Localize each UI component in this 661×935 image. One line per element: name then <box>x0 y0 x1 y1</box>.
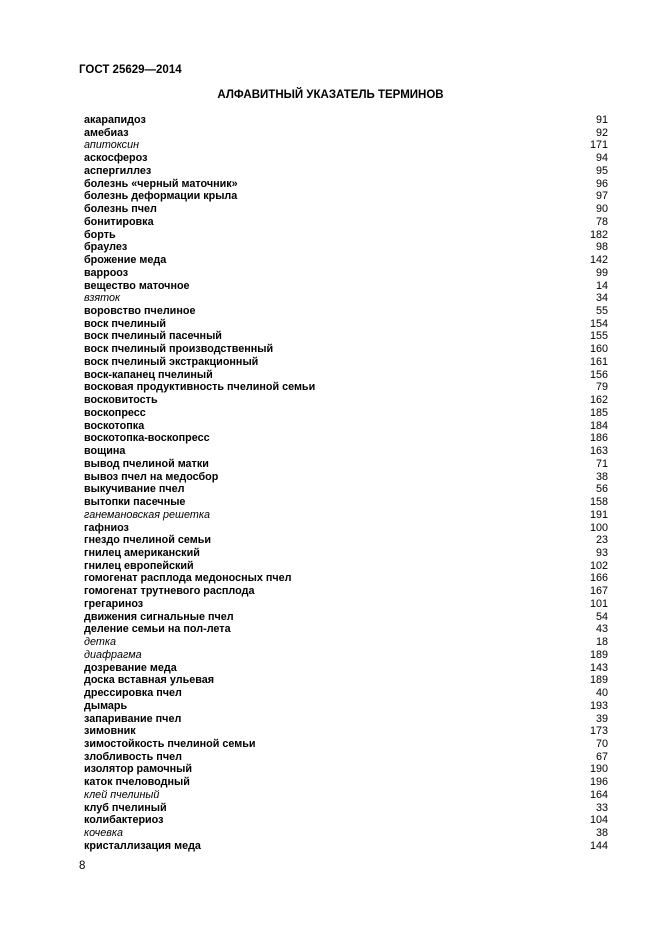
index-entry <box>84 139 608 152</box>
index-term: грегариноз <box>84 597 144 610</box>
index-page-ref: 144 <box>589 839 608 852</box>
index-entry <box>84 700 608 713</box>
index-entry <box>84 369 608 382</box>
index-term: зимовник <box>84 725 136 738</box>
index-term: бонитировка <box>84 215 154 228</box>
index-entry <box>84 509 608 522</box>
index-term: борть <box>84 228 116 241</box>
index-entry <box>84 229 608 242</box>
index-entry <box>84 572 608 585</box>
index-term: восковитость <box>84 394 158 407</box>
index-entry <box>84 662 608 675</box>
index-page-ref: 171 <box>589 139 608 152</box>
index-term: вывод пчелиной матки <box>84 457 209 470</box>
index-page-ref: 92 <box>595 126 608 139</box>
index-entry <box>84 305 608 318</box>
index-page-ref: 90 <box>595 203 608 216</box>
index-term: запаривание пчел <box>84 712 182 725</box>
index-term: деление семьи на пол-лета <box>84 623 231 636</box>
index-page-ref: 189 <box>589 648 608 661</box>
index-term: дрессировка пчел <box>84 687 182 700</box>
index-term: варрооз <box>84 266 129 279</box>
index-page-ref: 56 <box>595 483 608 496</box>
index-page-ref: 96 <box>595 177 608 190</box>
index-page-ref: 156 <box>589 368 608 381</box>
index-page-ref: 190 <box>589 763 608 776</box>
index-term: гомогенат расплода медоносных пчел <box>84 572 292 585</box>
index-term: гомогенат трутневого расплода <box>84 585 255 598</box>
index-page-ref: 98 <box>595 241 608 254</box>
index-page-ref: 91 <box>595 114 608 126</box>
index-entry <box>84 814 608 827</box>
index-page-ref: 55 <box>595 305 608 318</box>
index-entry <box>84 165 608 178</box>
index-page-ref: 70 <box>595 737 608 750</box>
index-term: зимостойкость пчелиной семьи <box>84 737 256 750</box>
index-entry <box>84 356 608 369</box>
index-entry <box>84 420 608 433</box>
index-term: выкучивание пчел <box>84 483 185 496</box>
index-page-ref: 158 <box>589 496 608 509</box>
index-entry <box>84 458 608 471</box>
index-term: изолятор рамочный <box>84 763 192 776</box>
index-page-ref: 34 <box>595 292 608 305</box>
index-page-ref: 95 <box>595 164 608 177</box>
index-term: детка <box>84 636 116 649</box>
index-term: вещество маточное <box>84 279 190 292</box>
index-page-ref: 14 <box>595 279 608 292</box>
index-term: воск-капанец пчелиный <box>84 368 213 381</box>
index-term: клей пчелиный <box>84 788 160 801</box>
index-entry <box>84 763 608 776</box>
index-term: гнилец американский <box>84 546 200 559</box>
index-page-ref: 39 <box>595 712 608 725</box>
index-entry <box>84 318 608 331</box>
index-page-ref: 71 <box>595 457 608 470</box>
index-term: ганемановская решетка <box>84 508 211 521</box>
index-term: болезнь пчел <box>84 203 157 216</box>
index-entry <box>84 751 608 764</box>
index-entry <box>84 725 608 738</box>
index-term: вывоз пчел на медосбор <box>84 470 219 483</box>
index-page-ref: 40 <box>595 687 608 700</box>
index-entry <box>84 190 608 203</box>
index-entry <box>84 776 608 789</box>
index-page-ref: 161 <box>589 355 608 368</box>
index-entry <box>84 483 608 496</box>
index-entry <box>84 343 608 356</box>
index-term: каток пчеловодный <box>84 776 190 789</box>
index-page-ref: 143 <box>589 661 608 674</box>
index-term: диафрагма <box>84 648 142 661</box>
index-term: апитоксин <box>84 139 140 152</box>
index-term: браулез <box>84 241 128 254</box>
index-term: вощина <box>84 445 126 458</box>
index-term: воск пчелиный экстракционный <box>84 355 259 368</box>
index-entry <box>84 649 608 662</box>
index-term: движения сигнальные пчел <box>84 610 234 623</box>
index-entry <box>84 496 608 509</box>
index-term: воровство пчелиное <box>84 305 196 318</box>
index-entry <box>84 840 608 853</box>
index-page-ref: 101 <box>589 597 608 610</box>
index-entry <box>84 445 608 458</box>
index-entry <box>84 623 608 636</box>
index-entry <box>84 471 608 484</box>
index-entry <box>84 827 608 840</box>
index-page-ref: 94 <box>595 152 608 165</box>
index-entry <box>84 241 608 254</box>
index-page-ref: 78 <box>595 215 608 228</box>
index-page-ref: 79 <box>595 381 608 394</box>
index-entry <box>84 292 608 305</box>
index-page-ref: 173 <box>589 725 608 738</box>
index-term: воскотопка <box>84 419 145 432</box>
index-entry <box>84 267 608 280</box>
index-entry <box>84 127 608 140</box>
index-page-ref: 167 <box>589 585 608 598</box>
index-entry <box>84 674 608 687</box>
index-page-ref: 162 <box>589 394 608 407</box>
index-page-ref: 155 <box>589 330 608 343</box>
index-page-ref: 164 <box>589 788 608 801</box>
term-index-list <box>84 114 608 853</box>
index-page-ref: 67 <box>595 750 608 763</box>
index-page-ref: 97 <box>595 190 608 203</box>
index-term: аскосфероз <box>84 152 148 165</box>
index-entry <box>84 381 608 394</box>
index-entry <box>84 178 608 191</box>
index-page-ref: 184 <box>589 419 608 432</box>
index-entry <box>84 560 608 573</box>
index-entry <box>84 216 608 229</box>
index-term: вытопки пасечные <box>84 496 186 509</box>
index-page-ref: 166 <box>589 572 608 585</box>
index-term: восковая продуктивность пчелиной семьи <box>84 381 316 394</box>
index-entry <box>84 687 608 700</box>
index-term: воск пчелиный производственный <box>84 343 274 356</box>
index-term: воск пчелиный пасечный <box>84 330 222 343</box>
index-term: кристаллизация меда <box>84 839 201 852</box>
index-entry <box>84 407 608 420</box>
index-entry <box>84 203 608 216</box>
index-entry <box>84 547 608 560</box>
index-entry <box>84 636 608 649</box>
index-page-ref: 191 <box>589 508 608 521</box>
index-entry <box>84 432 608 445</box>
index-page-ref: 160 <box>589 343 608 356</box>
index-entry <box>84 254 608 267</box>
index-page-ref: 43 <box>595 623 608 636</box>
index-page-ref: 193 <box>589 699 608 712</box>
index-entry <box>84 611 608 624</box>
index-page-ref: 102 <box>589 559 608 572</box>
index-page-ref: 186 <box>589 432 608 445</box>
index-page-ref: 18 <box>595 636 608 649</box>
index-term: аспергиллез <box>84 164 152 177</box>
index-page-ref: 99 <box>595 266 608 279</box>
index-entry <box>84 534 608 547</box>
index-page-ref: 185 <box>589 406 608 419</box>
index-term: дозревание меда <box>84 661 177 674</box>
index-entry <box>84 394 608 407</box>
document-header: ГОСТ 25629—2014 <box>79 64 182 76</box>
page-number: 8 <box>79 860 86 872</box>
index-entry <box>84 789 608 802</box>
index-term: болезнь «черный маточник» <box>84 177 238 190</box>
index-page-ref: 38 <box>595 470 608 483</box>
index-term: гнилец европейский <box>84 559 194 572</box>
index-page-ref: 104 <box>589 814 608 827</box>
index-page-ref: 189 <box>589 674 608 687</box>
index-term: брожение меда <box>84 254 167 267</box>
index-entry <box>84 280 608 293</box>
index-term: воск пчелиный <box>84 317 167 330</box>
index-term: взяток <box>84 292 121 305</box>
index-page-ref: 163 <box>589 445 608 458</box>
index-entry <box>84 713 608 726</box>
index-page-ref: 154 <box>589 317 608 330</box>
index-term: клуб пчелиный <box>84 801 167 814</box>
index-term: злобливость пчел <box>84 750 182 763</box>
index-page-ref: 23 <box>595 534 608 547</box>
index-term: колибактериоз <box>84 814 164 827</box>
index-entry <box>84 152 608 165</box>
index-term: кочевка <box>84 827 123 840</box>
index-page-ref: 54 <box>595 610 608 623</box>
index-page-ref: 33 <box>595 801 608 814</box>
page-title: АЛФАВИТНЫЙ УКАЗАТЕЛЬ ТЕРМИНОВ <box>217 89 444 101</box>
index-page-ref: 142 <box>589 254 608 267</box>
index-term: болезнь деформации крыла <box>84 190 238 203</box>
index-entry <box>84 802 608 815</box>
index-term: амебиаз <box>84 126 129 139</box>
index-term: дымарь <box>84 699 128 712</box>
index-page-ref: 196 <box>589 776 608 789</box>
index-term: гнездо пчелиной семьи <box>84 534 212 547</box>
index-term: воскотопка-воскопресс <box>84 432 210 445</box>
index-page-ref: 182 <box>589 228 608 241</box>
index-entry <box>84 598 608 611</box>
index-page-ref: 100 <box>589 521 608 534</box>
index-page-ref: 38 <box>595 827 608 840</box>
index-entry <box>84 585 608 598</box>
index-term: акарапидоз <box>84 114 146 126</box>
index-term: доска вставная ульевая <box>84 674 215 687</box>
index-entry <box>84 522 608 535</box>
index-entry <box>84 738 608 751</box>
index-term: воскопресс <box>84 406 146 419</box>
index-term: гафниоз <box>84 521 129 534</box>
index-entry <box>84 114 608 127</box>
index-entry <box>84 330 608 343</box>
index-page-ref: 93 <box>595 546 608 559</box>
